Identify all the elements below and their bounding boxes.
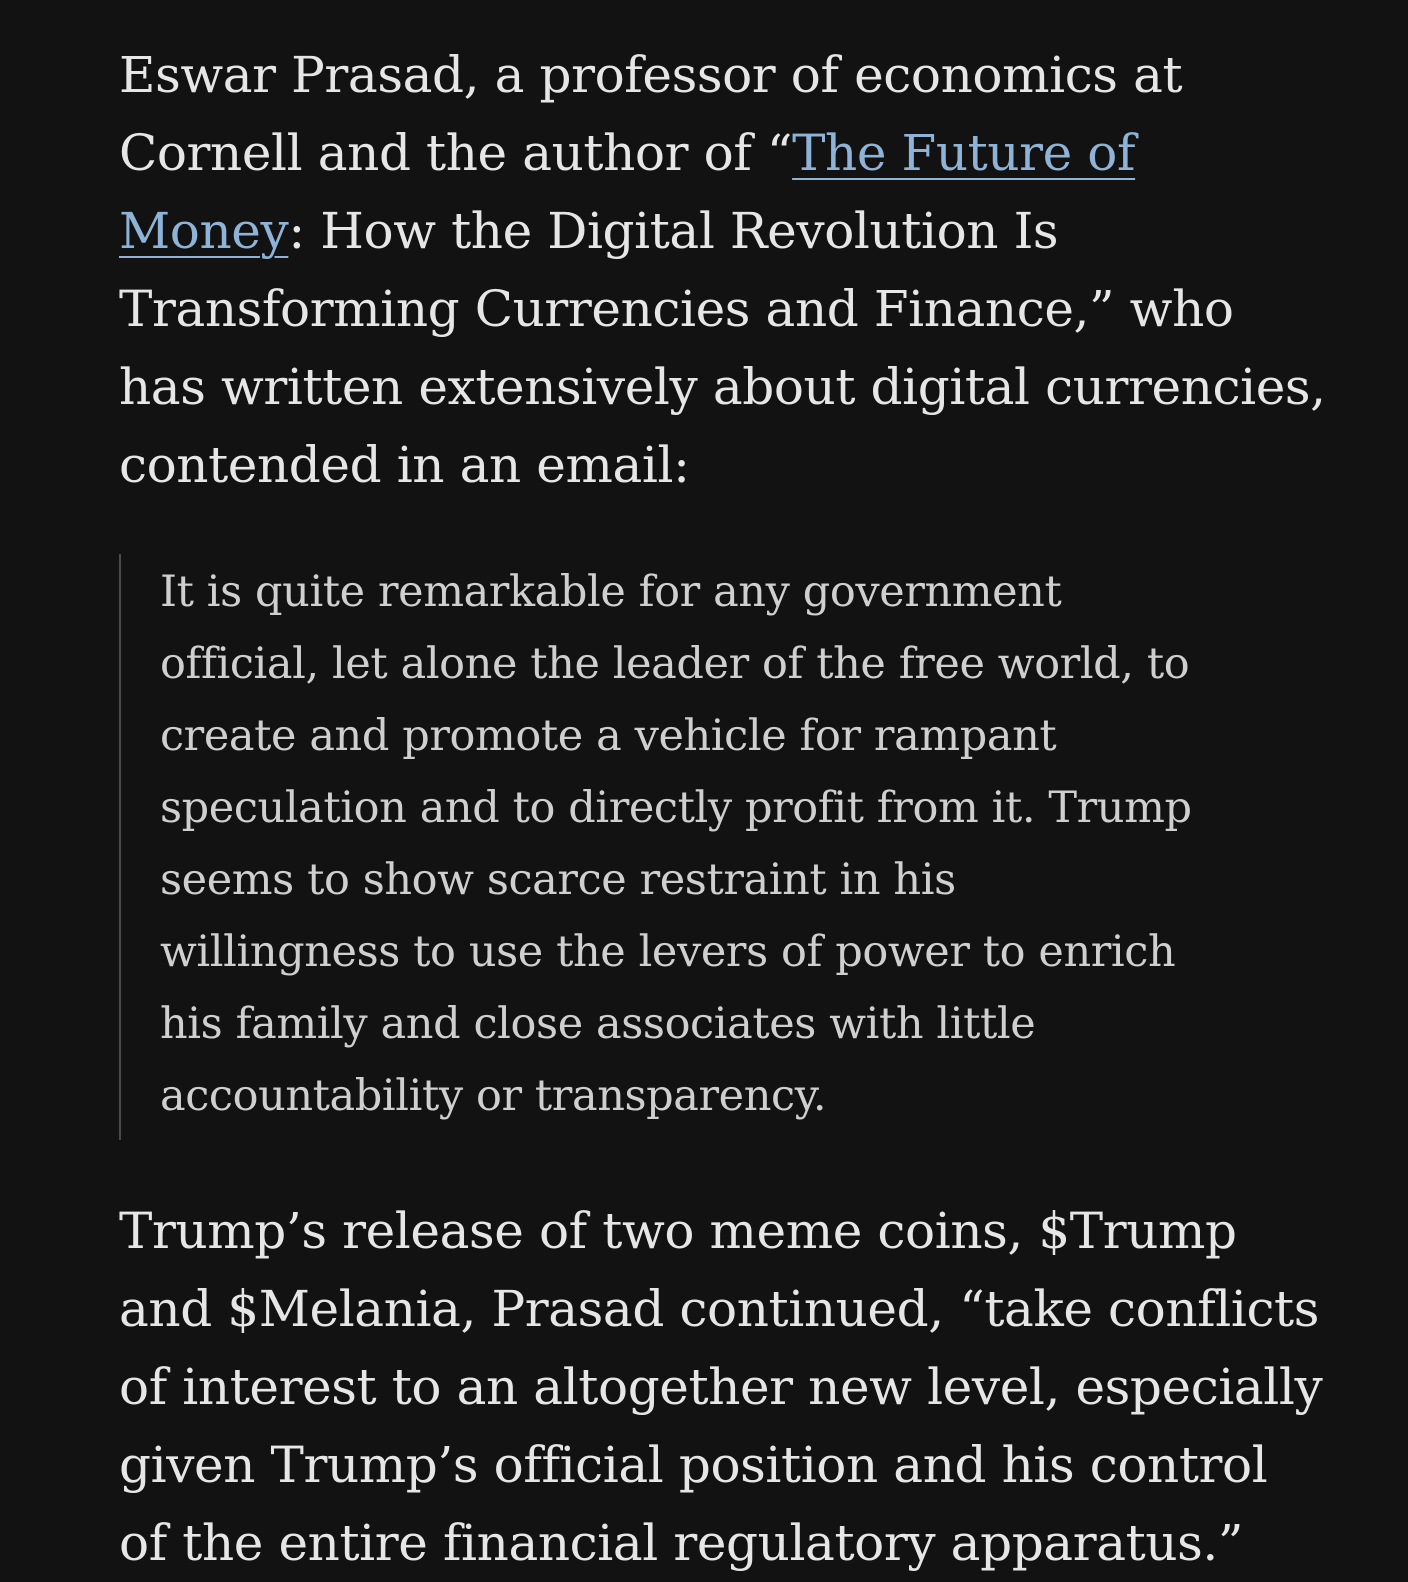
paragraph-followup: Trump’s release of two meme coins, $Trump and $Melania, Prasad continued, “take conflicts of interest to an altogether new level, especially given Trump’s official position and his control of the entire financial regulatory apparatus.” (119, 1202, 1323, 1572)
paragraph-intro-text-start: Eswar Prasad, a professor of economics at Cornell and the author of “ (119, 46, 1183, 182)
blockquote-text: It is quite remarkable for any government official, let alone the leader of the free world, to create and promote a vehicle for rampant speculation and to directly profit from it. Trump seems to show scarce restraint in his willingness to use the levers of power to enrich his family and close associates with little accountability or transparency. (160, 567, 1192, 1121)
book-title-link[interactable]: The Future of Money (119, 124, 1136, 260)
paragraph-intro-text-end: : How the Digital Revolution Is Transforming Currencies and Finance,” who has written extensively about digital currencies, contended in an email: (119, 202, 1326, 494)
paragraph-intro (119, 36, 1329, 504)
blockquote (119, 554, 1200, 1140)
article-body (119, 36, 1329, 1582)
